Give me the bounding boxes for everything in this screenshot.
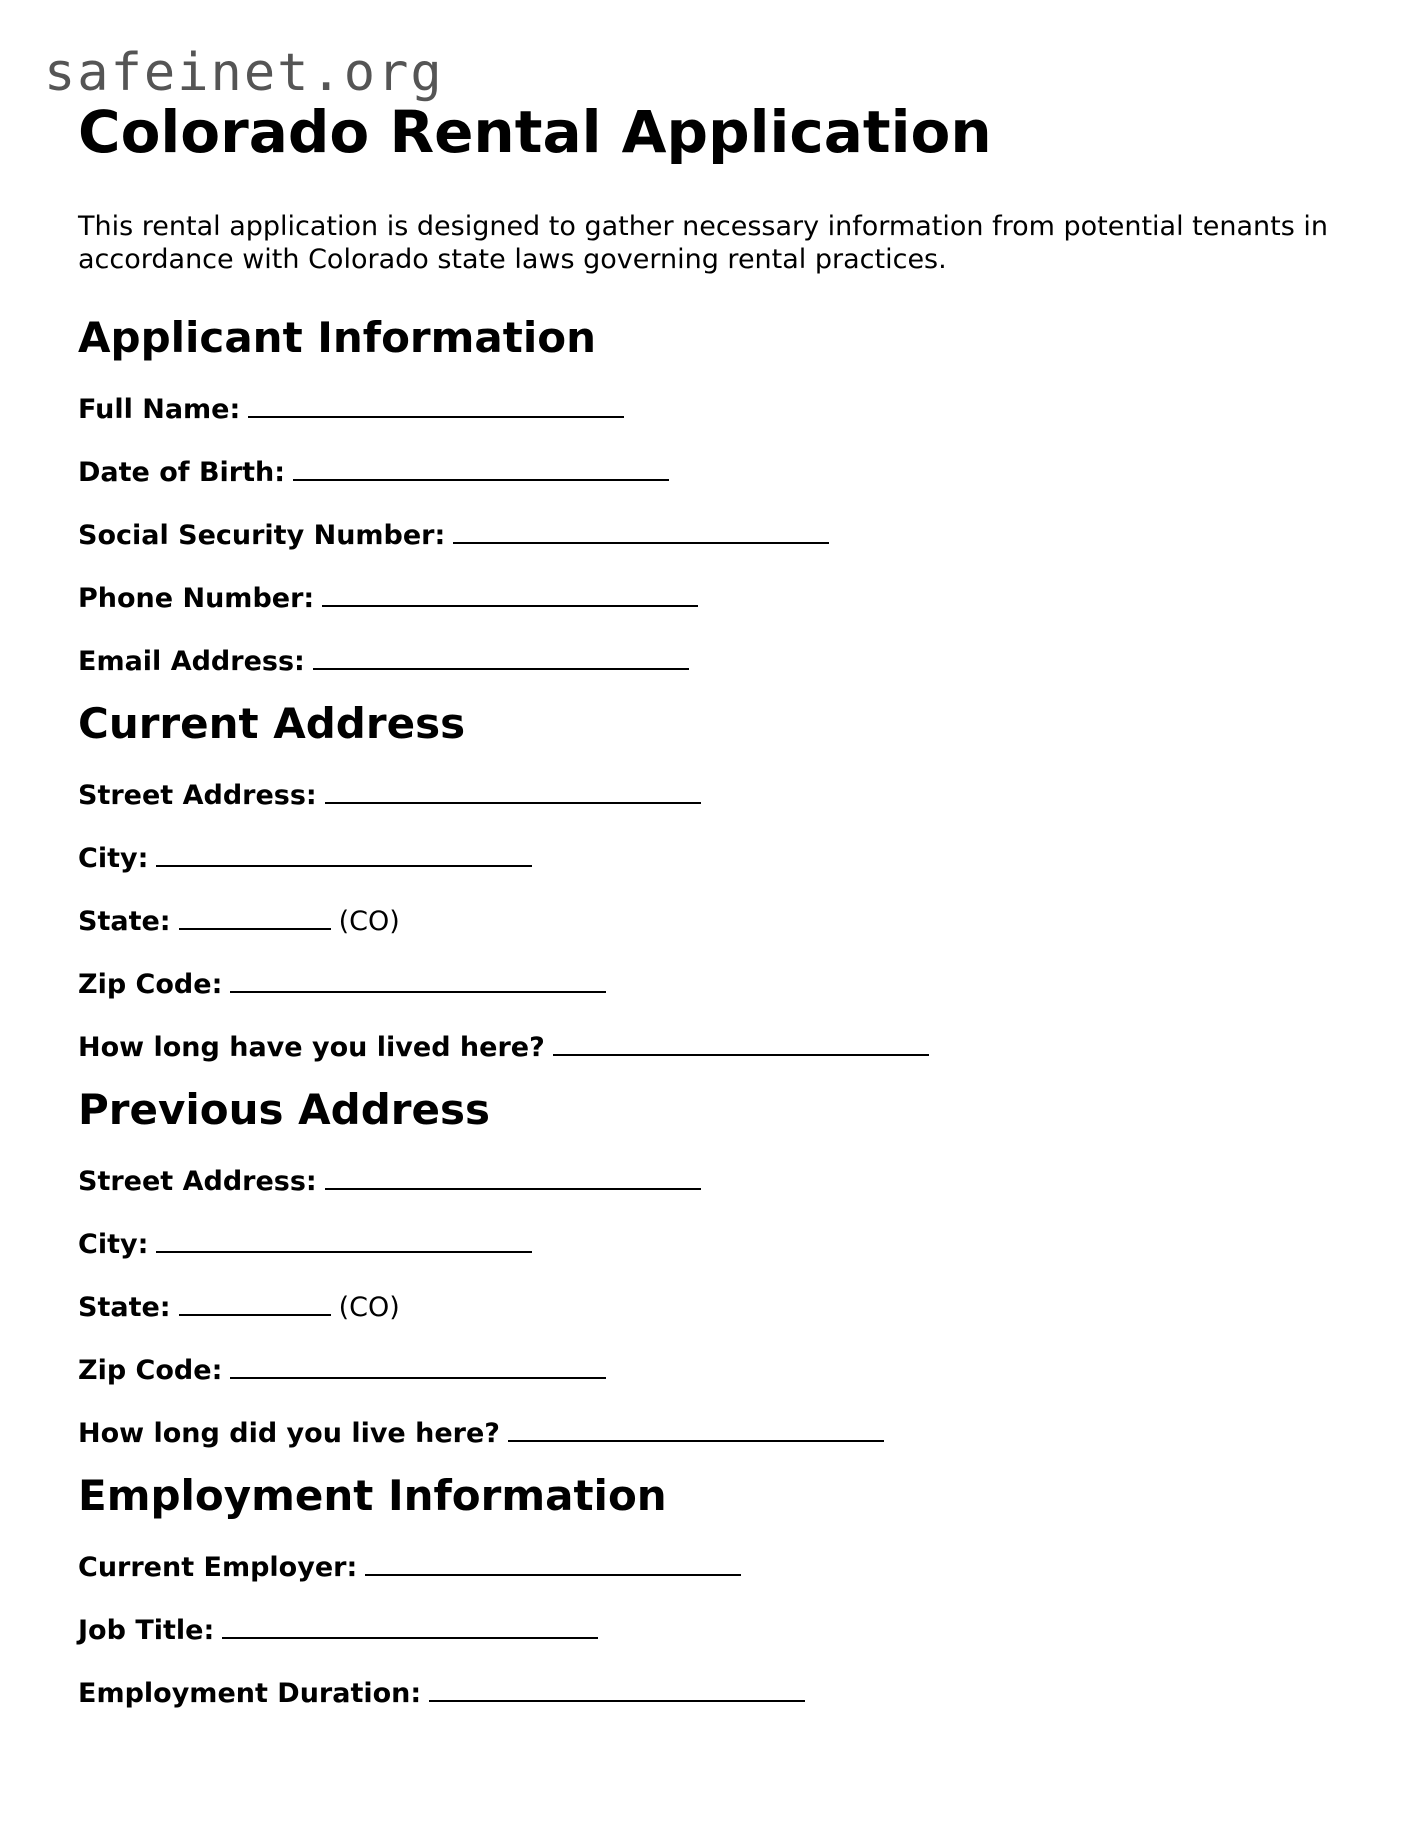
current-employer-blank[interactable] [365,1550,741,1576]
field-label: State: [78,906,171,937]
ssn-blank[interactable] [453,518,829,544]
state-note: (CO) [338,906,400,937]
field-full-name [78,392,1358,426]
current-zip-blank[interactable] [230,967,606,993]
field-current-zip [78,967,1358,1001]
document-page [78,96,1358,1710]
field-label: Email Address: [78,646,305,677]
field-current-state [78,904,1358,938]
date-of-birth-blank[interactable] [293,455,669,481]
current-street-blank[interactable] [325,778,701,804]
state-note: (CO) [338,1292,400,1323]
section-heading-employment: Employment Information [78,1471,667,1520]
field-ssn [78,518,1358,552]
full-name-blank[interactable] [248,392,624,418]
field-current-city [78,841,1358,875]
current-duration-blank[interactable] [553,1030,929,1056]
section-heading-current-address: Current Address [78,699,466,748]
field-label: Zip Code: [78,969,223,1000]
field-label: Phone Number: [78,583,315,614]
field-label: How long have you lived here? [78,1032,545,1063]
current-city-blank[interactable] [156,841,532,867]
field-label: City: [78,843,149,874]
employment-duration-blank[interactable] [429,1676,805,1702]
job-title-blank[interactable] [222,1613,598,1639]
page-title: Colorado Rental Application [78,98,992,166]
field-phone [78,581,1358,615]
field-label: Social Security Number: [78,520,446,551]
field-label: State: [78,1292,171,1323]
intro-paragraph: This rental application is designed to gather necessary information from potential tenants in accordance with Colorado state laws governing rental practices. [78,211,1328,275]
field-label: Current Employer: [78,1552,358,1583]
field-current-street [78,778,1358,812]
current-state-blank[interactable] [179,904,331,930]
previous-zip-blank[interactable] [230,1353,606,1379]
field-current-duration [78,1030,1358,1064]
field-label: Zip Code: [78,1355,223,1386]
field-label: Full Name: [78,394,241,425]
field-job-title [78,1613,1358,1647]
section-heading-previous-address: Previous Address [78,1085,490,1134]
previous-city-blank[interactable] [156,1227,532,1253]
previous-duration-blank[interactable] [508,1416,884,1442]
field-previous-duration [78,1416,1358,1450]
previous-state-blank[interactable] [179,1290,331,1316]
phone-blank[interactable] [322,581,698,607]
field-label: Street Address: [78,1166,317,1197]
email-blank[interactable] [313,644,689,670]
field-label: How long did you live here? [78,1418,500,1449]
previous-street-blank[interactable] [325,1164,701,1190]
field-email [78,644,1358,678]
section-heading-applicant: Applicant Information [78,313,596,362]
field-label: Date of Birth: [78,457,286,488]
field-current-employer [78,1550,1358,1584]
field-previous-street [78,1164,1358,1198]
field-previous-state [78,1290,1358,1324]
field-previous-city [78,1227,1358,1261]
field-previous-zip [78,1353,1358,1387]
watermark: safeinet.org [44,43,444,103]
field-employment-duration [78,1676,1358,1710]
field-label: Employment Duration: [78,1678,422,1709]
field-date-of-birth [78,455,1358,489]
field-label: Street Address: [78,780,317,811]
field-label: Job Title: [78,1615,215,1646]
field-label: City: [78,1229,149,1260]
